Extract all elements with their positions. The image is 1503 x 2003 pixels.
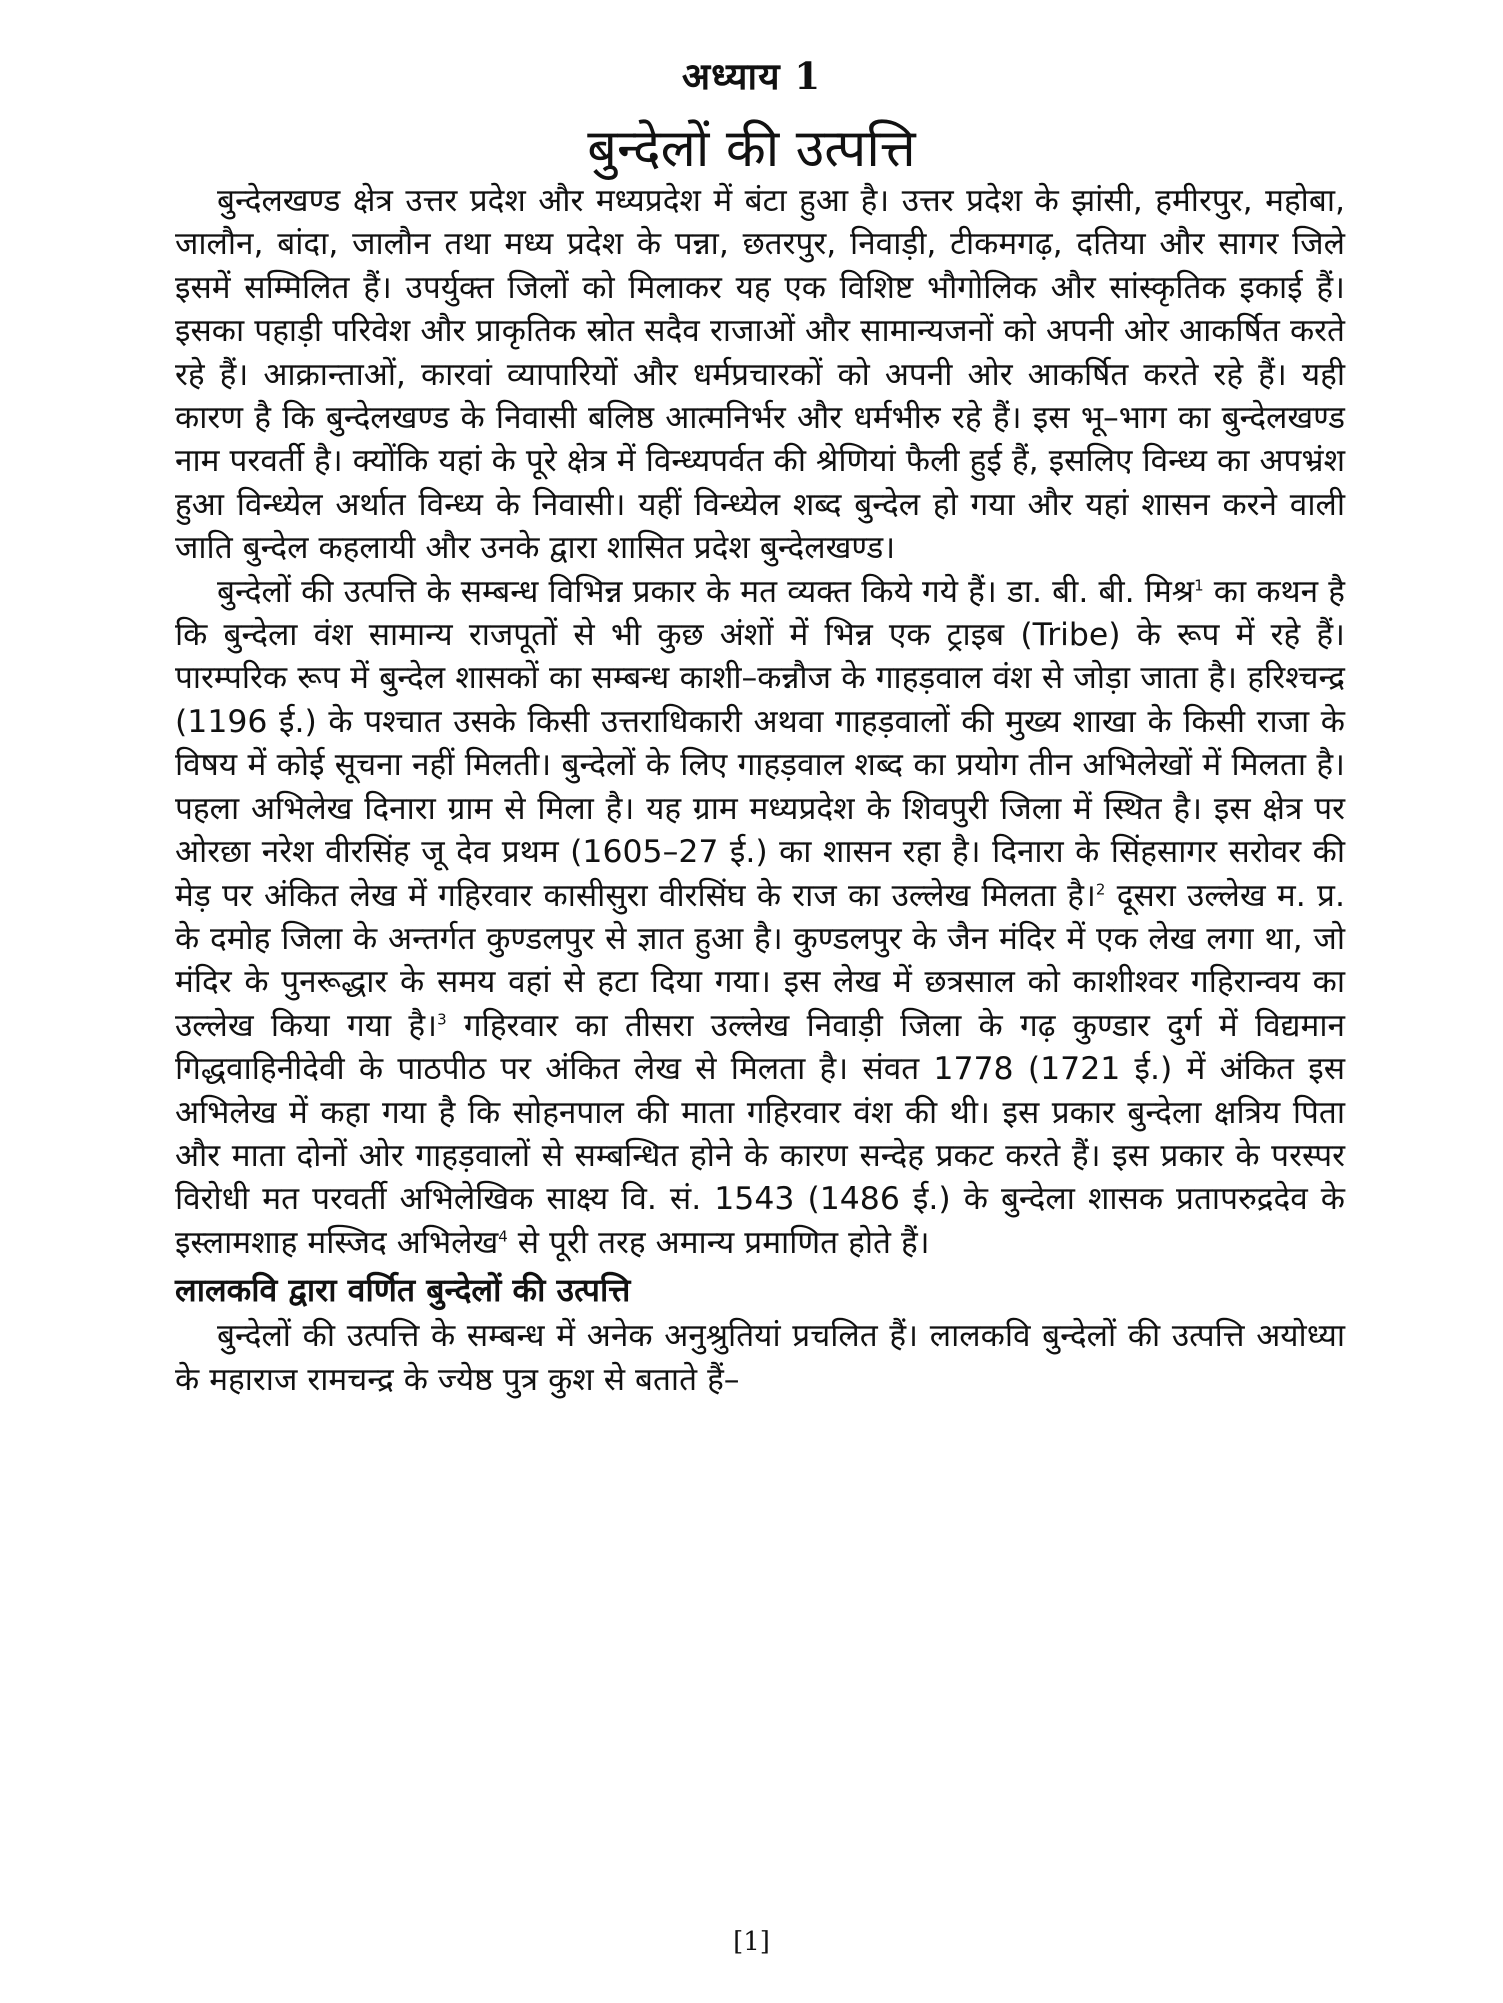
paragraph-2-segment: से पूरी तरह अमान्य प्रमाणित होते हैं। (507, 1224, 930, 1261)
paragraph-2-segment: दूसरा उल्लेख म. प्र. के दमोह जिला के अन्तर्गत कुण्डलपुर से ज्ञात हुआ है। कुण्डलपुर के जैन मंदिर में एक लेख लगा था, जो मंदिर के पुनरूद्धार के समय वहां से हटा दिया गया। इस लेख में छत्रसाल को काशीश्वर गहिरान्वय का उल्लेख किया गया है। (175, 877, 1345, 1044)
footnote-marker: 4 (498, 1227, 508, 1246)
footnote-marker: 1 (1194, 576, 1204, 595)
footnote-marker: 3 (437, 1010, 447, 1029)
page-number: [1] (733, 1927, 770, 1957)
chapter-title: बुन्देलों की उत्पत्ति (587, 119, 916, 179)
chapter-label: अध्याय 1 (681, 54, 822, 98)
paragraph-1: बुन्देलखण्ड क्षेत्र उत्तर प्रदेश और मध्यप्रदेश में बंटा हुआ है। उत्तर प्रदेश के झांसी, हमीरपुर, महोबा, जालौन, बांदा, जालौन तथा मध्य प्रदेश के पन्ना, छतरपुर, निवाड़ी, टीकमगढ़, दतिया और सागर जिले इसमें सम्मिलित हैं। उपर्युक्त जिलों को मिलाकर यह एक विशिष्ट भौगोलिक और सांस्कृतिक इकाई हैं। इसका पहाड़ी परिवेश और प्राकृतिक स्रोत सदैव राजाओं और सामान्यजनों को अपनी ओर आकर्षित करते रहे हैं। आक्रान्ताओं, कारवां व्यापारियों और धर्मप्रचारकों को अपनी ओर आकर्षित करते रहे हैं। यही कारण है कि बुन्देलखण्ड के निवासी बलिष्ठ आत्मनिर्भर और धर्मभीरु रहे हैं। इस भू–भाग का बुन्देलखण्ड नाम परवर्ती है। क्योंकि यहां के पूरे क्षेत्र में विन्ध्यपर्वत की श्रेणियां फैली हुई हैं, इसलिए विन्ध्य का अपभ्रंश हुआ विन्ध्येल अर्थात विन्ध्य के निवासी। यहीं विन्ध्येल शब्द बुन्देल हो गया और यहां शासन करने वाली जाति बुन्देल कहलायी और उनके द्वारा शासित प्रदेश बुन्देलखण्ड। (175, 183, 1345, 567)
paragraph-3: बुन्देलों की उत्पत्ति के सम्बन्ध में अनेक अनुश्रुतियां प्रचलित हैं। लालकवि बुन्देलों की उत्पत्ति अयोध्या के महाराज रामचन्द्र के ज्येष्ठ पुत्र कुश से बताते हैं– (175, 1318, 1345, 1398)
paragraph-2-segment: गहिरवार का तीसरा उल्लेख निवाड़ी जिला के गढ़ कुण्डार दुर्ग में विद्यमान गिद्धवाहिनीदेवी के पाठपीठ पर अंकित लेख से मिलता है। संवत 1778 (1721 ई.) में अंकित इस अभिलेख में कहा गया है कि सोहनपाल की माता गहिरवार वंश की थी। इस प्रकार बुन्देला क्षत्रिय पिता और माता दोनों ओर गाहड़वालों से सम्बन्धित होने के कारण सन्देह प्रकट करते हैं। इस प्रकार के परस्पर विरोधी मत परवर्ती अभिलेखिक साक्ष्य वि. सं. 1543 (1486 ई.) के बुन्देला शासक प्रतापरुद्रदेव के इस्लामशाह मस्जिद अभिलेख (175, 1007, 1345, 1261)
paragraph-2 (175, 571, 1345, 1266)
paragraph-2-segment: का कथन है कि बुन्देला वंश सामान्य राजपूतों से भी कुछ अंशों में भिन्न एक ट्राइब (Tribe) के रूप में रहे हैं। पारम्परिक रूप में बुन्देल शासकों का सम्बन्ध काशी–कन्नौज के गाहड़वाल वंश से जोड़ा जाता है। हरिश्चन्द्र (1196 ई.) के पश्चात उसके किसी उत्तराधिकारी अथवा गाहड़वालों की मुख्य शाखा के किसी राजा के विषय में कोई सूचना नहीं मिलती। बुन्देलों के लिए गाहड़वाल शब्द का प्रयोग तीन अभिलेखों में मिलता है। पहला अभिलेख दिनारा ग्राम से मिला है। यह ग्राम मध्यप्रदेश के शिवपुरी जिला में स्थित है। इस क्षेत्र पर ओरछा नरेश वीरसिंह जू देव प्रथम (1605–27 ई.) का शासन रहा है। दिनारा के सिंहसागर सरोवर की मेड़ पर अंकित लेख में गहिरवार कासीसुरा वीरसिंघ के राज का उल्लेख मिलता है। (175, 573, 1345, 914)
body-text (175, 180, 1345, 1402)
paragraph-2-segment: बुन्देलों की उत्पत्ति के सम्बन्ध विभिन्न प्रकार के मत व्यक्त किये गये हैं। डा. बी. बी. मिश्र (217, 573, 1195, 610)
footnote-marker: 2 (1095, 880, 1106, 898)
section-heading: लालकवि द्वारा वर्णित बुन्देलों की उत्पत्ति (175, 1271, 631, 1310)
